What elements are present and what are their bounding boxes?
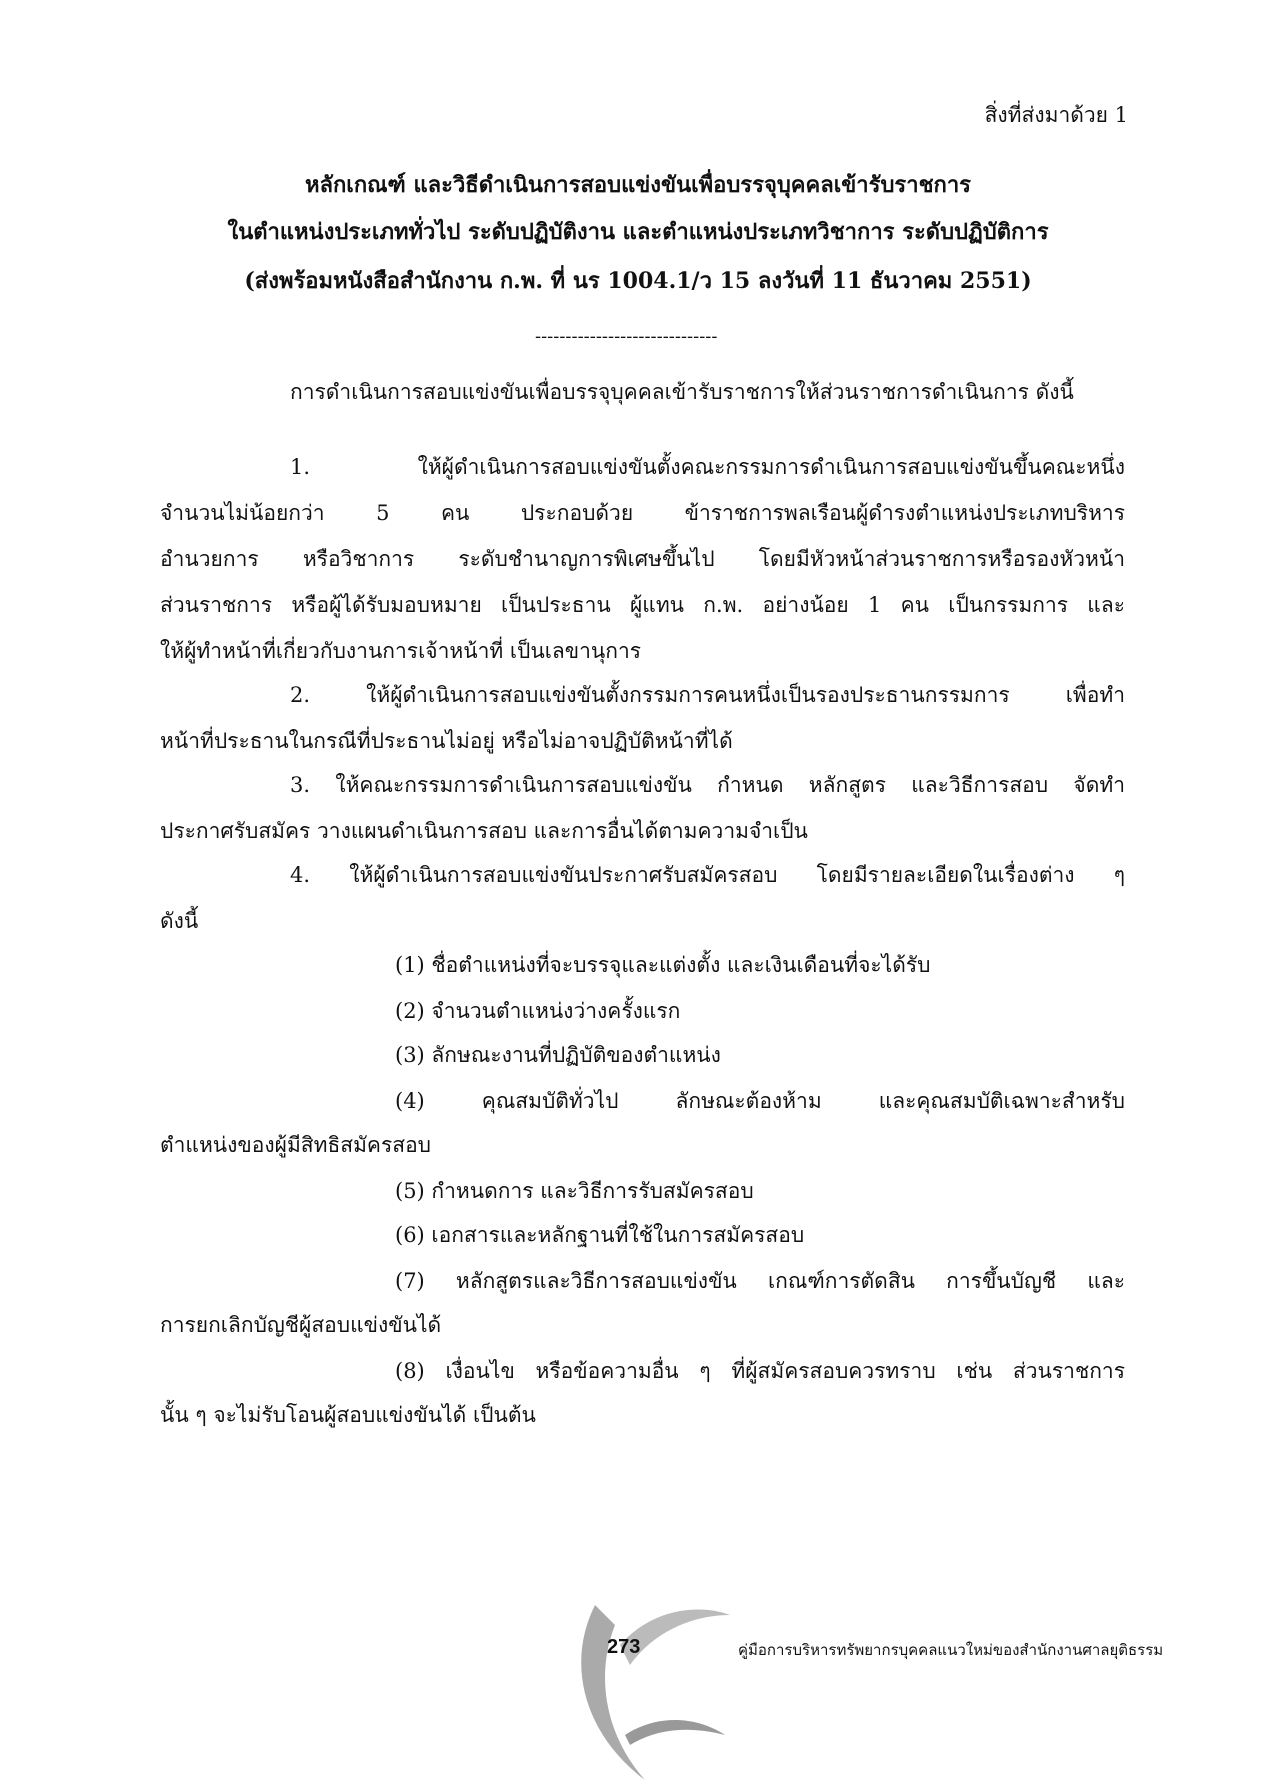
title-line-1: หลักเกณฑ์ และวิธีดำเนินการสอบแข่งขันเพื่อบรรจุบุคคลเข้ารับราชการ [305,172,971,198]
body-line: อำนวยการ หรือวิชาการ ระดับชำนาญการพิเศษขึ้นไป โดยมีหัวหน้าส่วนราชการหรือรองหัวหน้า [160,547,1125,571]
title-line-3: (ส่งพร้อมหนังสือสำนักงาน ก.พ. ที่ นร 1004.1/ว 15 ลงวันที่ 11 ธันวาคม 2551) [244,268,1032,294]
body-line: ตำแหน่งของผู้มีสิทธิสมัครสอบ [160,1133,432,1157]
body-line: 1. ให้ผู้ดำเนินการสอบแข่งขันตั้งคณะกรรมการดำเนินการสอบแข่งขันขึ้นคณะหนึ่ง [290,455,1125,479]
body-line: 4. ให้ผู้ดำเนินการสอบแข่งขันประกาศรับสมัครสอบ โดยมีรายละเอียดในเรื่องต่าง ๆ [290,863,1125,887]
body-line: 3. ให้คณะกรรมการดำเนินการสอบแข่งขัน กำหนด หลักสูตร และวิธีการสอบ จัดทำ [290,773,1125,797]
body-line: (2) จำนวนตำแหน่งว่างครั้งแรก [395,999,681,1023]
body-line: (6) เอกสารและหลักฐานที่ใช้ในการสมัครสอบ [395,1223,805,1247]
body-line: (5) กำหนดการ และวิธีการรับสมัครสอบ [395,1179,754,1203]
body-line: (7) หลักสูตรและวิธีการสอบแข่งขัน เกณฑ์การตัดสิน การขึ้นบัญชี และ [395,1269,1125,1293]
body-line: ส่วนราชการ หรือผู้ได้รับมอบหมาย เป็นประธาน ผู้แทน ก.พ. อย่างน้อย 1 คน เป็นกรรมการ และ [160,593,1125,617]
body-line: ดังนี้ [160,909,199,933]
book-title: คู่มือการบริหารทรัพยากรบุคคลแนวใหม่ของสำนักงานศาลยุติธรรม [738,1641,1164,1659]
divider: ------------------------------ [535,326,718,347]
body-line: หน้าที่ประธานในกรณีที่ประธานไม่อยู่ หรือไม่อาจปฏิบัติหน้าที่ได้ [160,729,733,753]
body-line: นั้น ๆ จะไม่รับโอนผู้สอบแข่งขันได้ เป็นต้น [160,1403,536,1427]
body-line: ให้ผู้ทำหน้าที่เกี่ยวกับงานการเจ้าหน้าที่ เป็นเลขานุการ [160,639,642,663]
body-line: (3) ลักษณะงานที่ปฏิบัติของตำแหน่ง [395,1043,721,1067]
attachment-label: สิ่งที่ส่งมาด้วย 1 [984,103,1128,127]
body-line: 2. ให้ผู้ดำเนินการสอบแข่งขันตั้งกรรมการคนหนึ่งเป็นรองประธานกรรมการ เพื่อทำ [290,683,1125,707]
title-line-2: ในตำแหน่งประเภททั่วไป ระดับปฏิบัติงาน และตำแหน่งประเภทวิชาการ ระดับปฏิบัติการ [227,219,1049,245]
body-line: (1) ชื่อตำแหน่งที่จะบรรจุและแต่งตั้ง และเงินเดือนที่จะได้รับ [395,953,931,977]
body-line: (8) เงื่อนไข หรือข้อความอื่น ๆ ที่ผู้สมัครสอบควรทราบ เช่น ส่วนราชการ [395,1359,1125,1383]
swirl-logo-icon [575,1585,735,1785]
page-number: 273 [607,1636,641,1658]
intro-paragraph: การดำเนินการสอบแข่งขันเพื่อบรรจุบุคคลเข้ารับราชการให้ส่วนราชการดำเนินการ ดังนี้ [290,380,1074,404]
body-line: ประกาศรับสมัคร วางแผนดำเนินการสอบ และการอื่นได้ตามความจำเป็น [160,819,808,843]
body-line: (4) คุณสมบัติทั่วไป ลักษณะต้องห้าม และคุณสมบัติเฉพาะสำหรับ [395,1089,1125,1113]
body-line: จำนวนไม่น้อยกว่า 5 คน ประกอบด้วย ข้าราชการพลเรือนผู้ดำรงตำแหน่งประเภทบริหาร [160,501,1125,525]
body-line: การยกเลิกบัญชีผู้สอบแข่งขันได้ [160,1313,442,1337]
